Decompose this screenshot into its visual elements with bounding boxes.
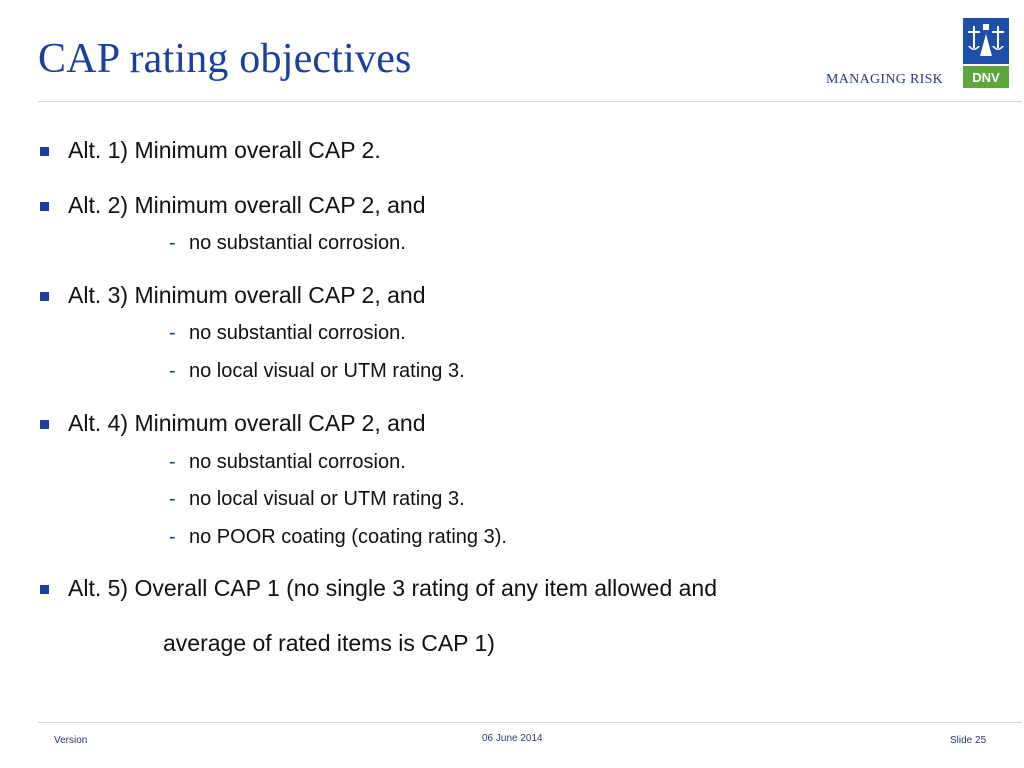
bullet-continuation-text: average of rated items is CAP 1) <box>163 630 495 656</box>
dash-icon: - <box>169 526 176 548</box>
managing-risk-tagline: MANAGING RISK <box>826 72 944 87</box>
footer-date: 06 June 2014 <box>482 733 543 744</box>
dash-icon: - <box>169 488 176 510</box>
dnv-logo-text: DNV <box>972 70 1000 85</box>
bullet-text: Alt. 4) Minimum overall CAP 2, and <box>68 410 426 436</box>
sub-item <box>169 233 406 253</box>
bullet-text: Alt. 5) Overall CAP 1 (no single 3 rating of any item allowed and <box>68 575 718 601</box>
sub-item-text: no local visual or UTM rating 3. <box>189 360 465 382</box>
sub-item <box>169 489 465 509</box>
sub-item <box>169 452 406 472</box>
footer-slide-number: Slide 25 <box>950 735 987 746</box>
header-divider <box>38 101 1022 102</box>
slide-title: CAP rating objectives <box>38 36 412 82</box>
dash-icon: - <box>169 451 176 473</box>
bullet-square-icon <box>40 292 49 301</box>
dash-icon: - <box>169 360 176 382</box>
sub-item <box>169 527 507 547</box>
sub-item-text: no substantial corrosion. <box>189 232 406 254</box>
bullet-text: Alt. 1) Minimum overall CAP 2. <box>68 137 381 163</box>
bullet-text: Alt. 3) Minimum overall CAP 2, and <box>68 282 426 308</box>
sub-item-text: no local visual or UTM rating 3. <box>189 488 465 510</box>
bullet-text: Alt. 2) Minimum overall CAP 2, and <box>68 192 426 218</box>
sub-item-text: no substantial corrosion. <box>189 322 406 344</box>
dnv-logo <box>963 18 1009 88</box>
bullet-square-icon <box>40 147 49 156</box>
bullet-square-icon <box>40 585 49 594</box>
sub-item <box>169 361 465 381</box>
footer-divider <box>38 722 1022 723</box>
sub-item-text: no substantial corrosion. <box>189 451 406 473</box>
footer-version: Version <box>54 735 88 746</box>
dash-icon: - <box>169 232 176 254</box>
sub-item <box>169 323 406 343</box>
sub-item-text: no POOR coating (coating rating 3). <box>189 526 507 548</box>
dash-icon: - <box>169 322 176 344</box>
bullet-square-icon <box>40 202 49 211</box>
bullet-square-icon <box>40 420 49 429</box>
